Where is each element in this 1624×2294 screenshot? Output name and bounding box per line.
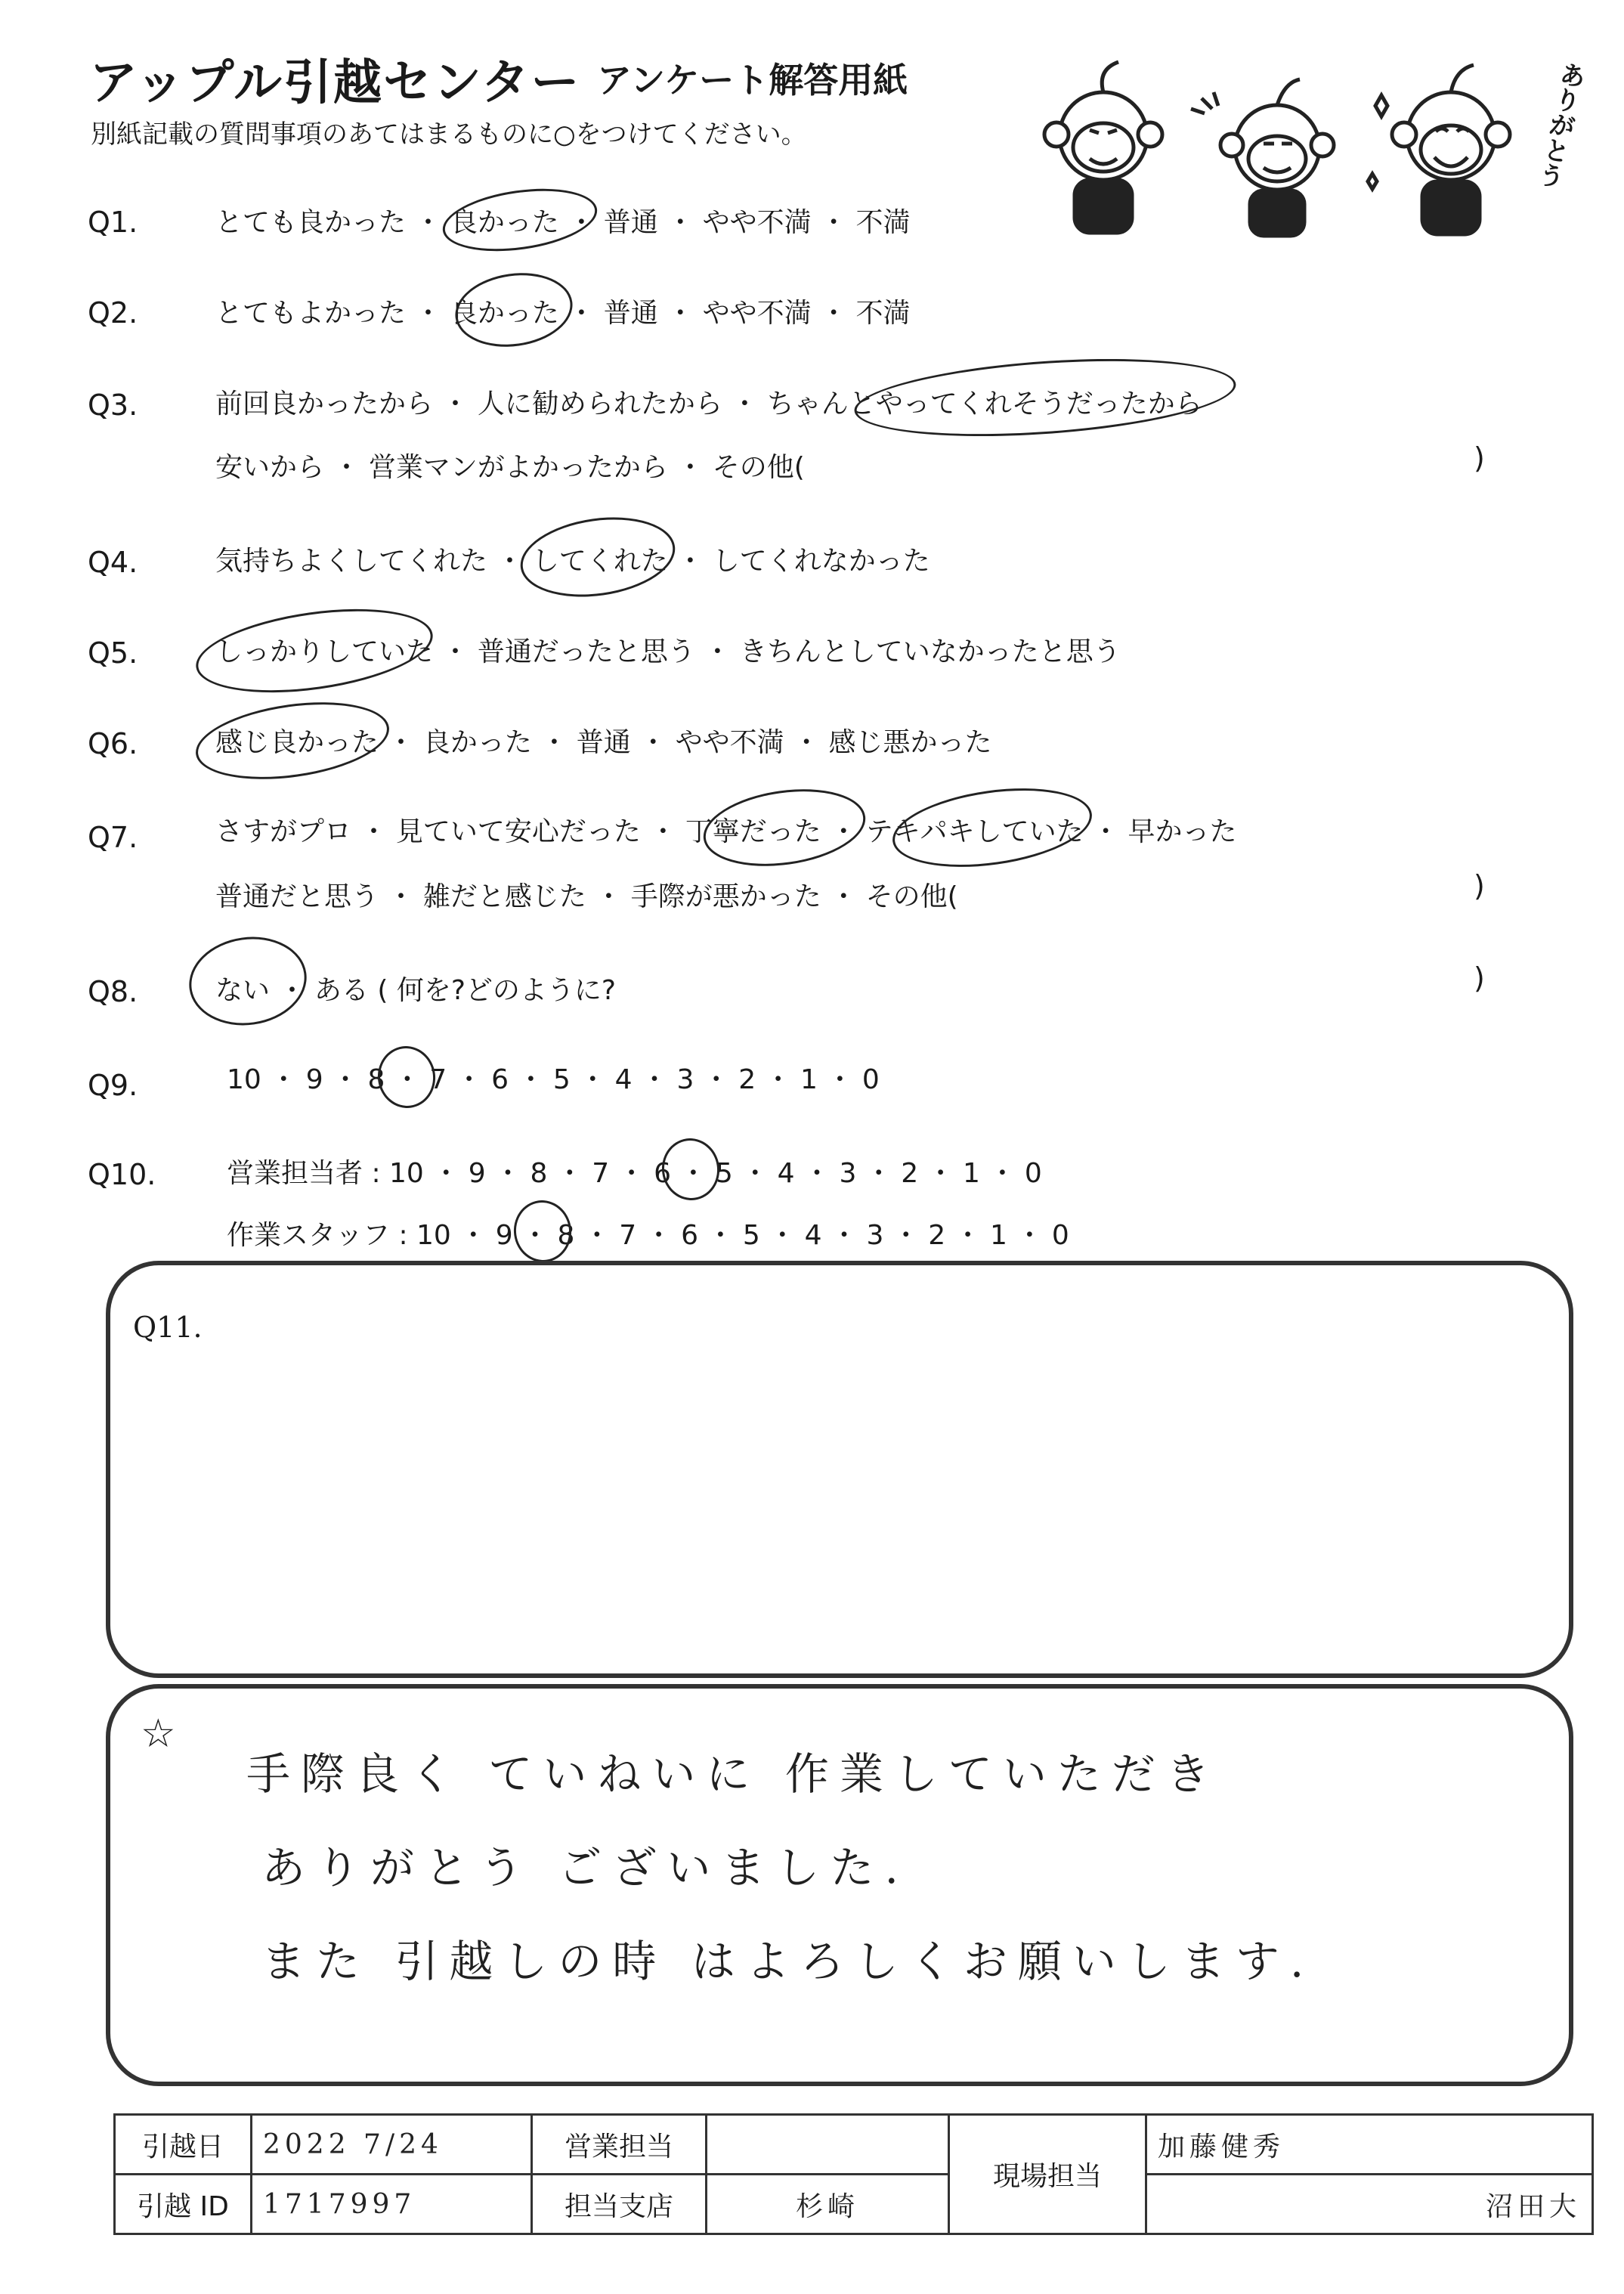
comment-line-2: ありがとう ございました.: [261, 1842, 909, 1893]
q10-sales-options: 営業担当者 : 10 ・ 9 ・ 8 ・ 7 ・ 6 ・ 5 ・ 4 ・ 3 ・ 2 ・ 1 ・ 0: [227, 1158, 1042, 1189]
answer-circle-q3: [852, 348, 1238, 447]
q2-label: Q2.: [88, 296, 138, 330]
q10-label: Q10.: [88, 1158, 156, 1191]
q9-options: 10 ・ 9 ・ 8 ・ 7 ・ 6 ・ 5 ・ 4 ・ 3 ・ 2 ・ 1 ・ 0: [227, 1064, 880, 1095]
mascot-illustration: [1020, 45, 1587, 242]
company-title: アップル引越センター: [89, 55, 581, 111]
site-label: 現場担当: [949, 2115, 1146, 2234]
q3-options-line1: 前回良かったから ・ 人に勧められたから ・ ちゃんとやってくれそうだったから: [215, 389, 1202, 419]
answer-circle-q6: [191, 692, 394, 791]
footer-info-table: [113, 2113, 1594, 2235]
sales-value: [707, 2115, 949, 2175]
answer-circle-q9: [374, 1042, 440, 1112]
q5-options: しっかりしていた ・ 普通だったと思う ・ きちんとしていなかったと思う: [215, 636, 1121, 667]
q1-label: Q1.: [88, 206, 138, 239]
q4-options: 気持ちよくしてくれた ・ してくれた ・ してくれなかった: [215, 546, 930, 577]
form-subtitle: アンケート解答用紙: [597, 60, 908, 101]
q1-options: とても良かった ・ 良かった ・ 普通 ・ やや不満 ・ 不満: [215, 207, 911, 238]
q7-options-line1: さすがプロ ・ 見ていて安心だった ・ 丁寧だった ・ テキパキしていた ・ 早かった: [215, 816, 1237, 847]
q3-label: Q3.: [88, 389, 138, 422]
answer-circle-q10-staff: [510, 1197, 576, 1266]
answer-circle-q8: [184, 930, 313, 1033]
q11-label: Q11.: [133, 1311, 203, 1344]
site-value-1: 加藤健秀: [1146, 2115, 1593, 2175]
q8-close-paren: ): [1474, 961, 1485, 995]
comment-box: [106, 1684, 1573, 2086]
answer-circle-q10-sales: [658, 1135, 724, 1204]
answer-circle-q4: [515, 508, 680, 606]
q11-answer-box: [106, 1261, 1573, 1678]
monkey-mascots-icon: [1020, 45, 1587, 242]
q6-label: Q6.: [88, 727, 138, 760]
star-icon: ☆: [141, 1711, 176, 1757]
move-date-value: 2022 7/24: [252, 2115, 532, 2175]
comment-line-3: また 引越しの時 はよろしくお願いします.: [261, 1936, 1315, 1987]
q9-label: Q9.: [88, 1069, 138, 1102]
answer-circle-q5: [190, 596, 438, 706]
q8-label: Q8.: [88, 975, 138, 1008]
q2-options: とてもよかった ・ 良かった ・ 普通 ・ やや不満 ・ 不満: [215, 298, 911, 329]
mascot-caption: ありがとう: [1531, 58, 1588, 191]
q7-options-line2: 普通だと思う ・ 雑だと感じた ・ 手際が悪かった ・ その他(: [215, 881, 958, 912]
q5-label: Q5.: [88, 636, 138, 670]
branch-value: 杉崎: [707, 2175, 949, 2234]
q8-options: ない ・ ある ( 何を?どのように?: [215, 975, 617, 1006]
instruction-text: 別紙記載の質問事項のあてはまるものに○をつけてください。: [91, 119, 807, 150]
q7-close-paren: ): [1474, 869, 1485, 902]
move-id-value: 1717997: [252, 2175, 532, 2234]
move-date-label: 引越日: [115, 2115, 252, 2175]
branch-label: 担当支店: [532, 2175, 707, 2234]
q6-options: 感じ良かった ・ 良かった ・ 普通 ・ やや不満 ・ 感じ悪かった: [215, 727, 992, 758]
answer-circle-q1: [439, 180, 602, 260]
answer-circle-q7a: [698, 779, 871, 875]
q3-close-paren: ): [1474, 441, 1485, 475]
site-value-2: 沼田大: [1146, 2175, 1593, 2234]
q10-staff-options: 作業スタッフ : 10 ・ 9 ・ 8 ・ 7 ・ 6 ・ 5 ・ 4 ・ 3 ・ 2 ・ 1 ・ 0: [227, 1220, 1069, 1251]
sales-label: 営業担当: [532, 2115, 707, 2175]
q3-options-line2: 安いから ・ 営業マンがよかったから ・ その他(: [215, 452, 805, 483]
answer-circle-q2: [450, 266, 577, 354]
comment-line-1: 手際良く ていねいに 作業していただき: [246, 1748, 1220, 1800]
answer-circle-q7b: [887, 777, 1097, 878]
move-id-label: 引越 ID: [115, 2175, 252, 2234]
q4-label: Q4.: [88, 546, 138, 579]
q7-label: Q7.: [88, 821, 138, 854]
